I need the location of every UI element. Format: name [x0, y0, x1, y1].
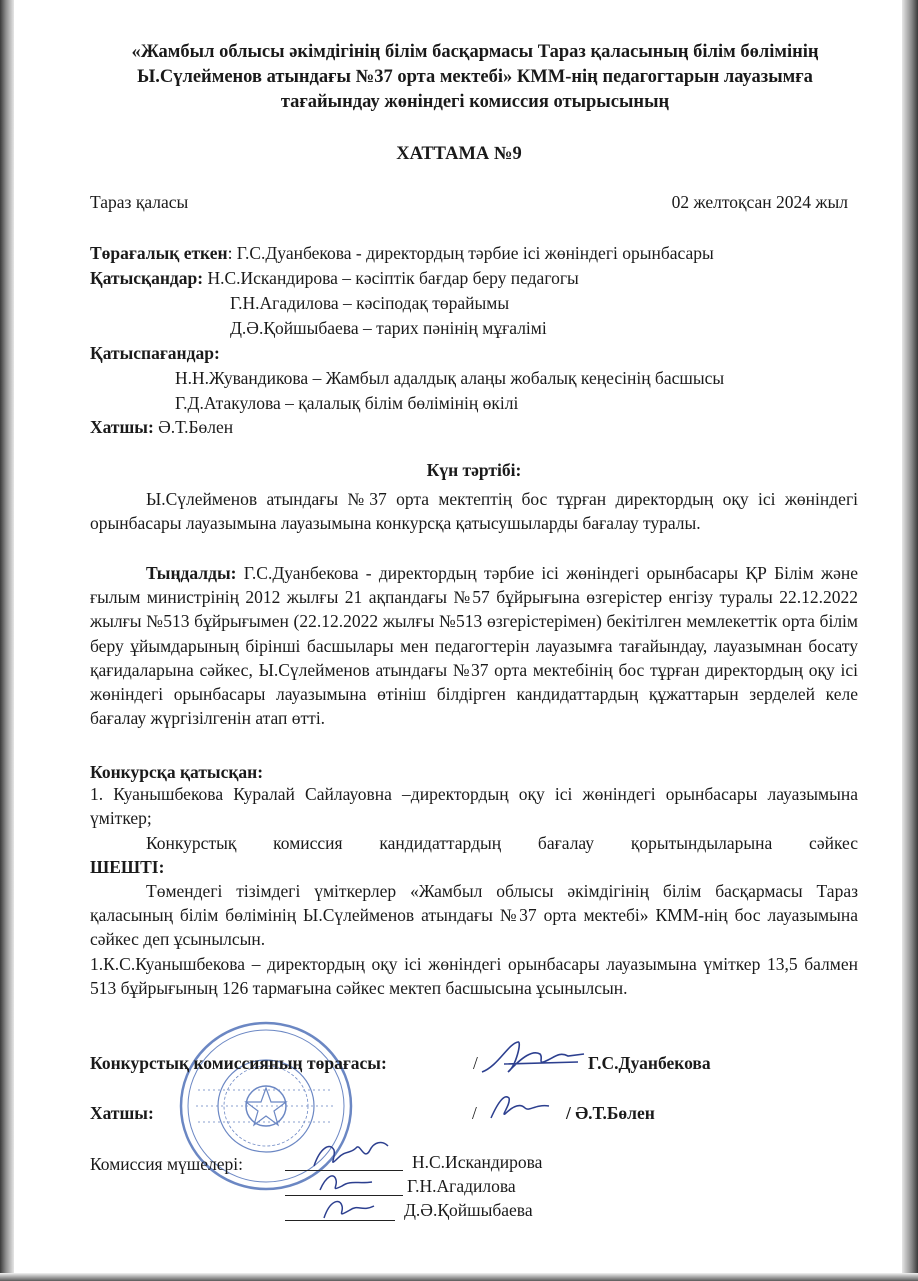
present-line [90, 266, 579, 290]
chair-value: : Г.С.Дуанбекова - директордың тәрбие ісі жөніндегі орынбасары [227, 243, 714, 263]
secretary-slash: / [472, 1103, 477, 1123]
secretary-signature [485, 1090, 555, 1126]
member-3-name: Д.Ә.Қойшыбаева [404, 1200, 533, 1220]
secretary-signature-label: Хатшы: [90, 1103, 154, 1123]
chair-label: Төрағалық еткен [90, 243, 228, 263]
present-label: Қатысқандар: [90, 268, 204, 288]
city: Тараз қаласы [90, 192, 189, 212]
agenda-heading: Күн тәртібі: [426, 460, 522, 480]
chair-slash: / [473, 1053, 478, 1073]
secretary-line [90, 415, 233, 439]
heard-label: Тыңдалды: [146, 563, 237, 583]
present-member-3: Д.Ә.Қойшыбаева – тарих пәнінің мұғалімі [230, 318, 547, 338]
competition-label: Конкурсқа қатысқан: [90, 762, 264, 782]
competition-item: 1. Куанышбекова Куралай Сайлауовна –директордың оқу ісі жөніндегі орынбасары лауазымына үміткер; [90, 784, 858, 829]
members-label: Комиссия мүшелері: [90, 1154, 244, 1174]
secretary-value: Ә.Т.Бөлен [153, 417, 234, 437]
date: 02 желтоқсан 2024 жыл [671, 192, 848, 212]
agenda-text: Ы.Сүлейменов атындағы №37 орта мектептің бос тұрған директордың оқу ісі жөніндегі орынбасары лауазымына лауазымына конкурсқа қатысушыларды бағалау туралы. [90, 489, 858, 534]
chair-signature-label: Конкурстық комиссияның төрағасы: [90, 1053, 387, 1073]
secretary-label: Хатшы: [90, 417, 154, 437]
absent-label: Қатыспағандар: [90, 343, 220, 363]
chair-line [90, 241, 714, 265]
member-1-name: Н.С.Искандирова [412, 1152, 543, 1172]
page-right-shadow [902, 0, 918, 1281]
decision-text: Төмендегі тізімдегі үміткерлер «Жамбыл облысы әкімдігінің білім басқармасы Тараз қаласының білім бөлімінің Ы.Сүлейменов атындағы №37 орта мектебі» КММ-нің бос лауазымына сәйкес деп ұсынылсын. [90, 881, 858, 950]
present-member-1: Н.С.Искандирова – кәсіптік бағдар беру педагогы [207, 268, 579, 288]
decided-label: ШЕШТІ: [90, 857, 165, 877]
chair-signature-name: Г.С.Дуанбекова [588, 1053, 711, 1073]
heard-paragraph [90, 561, 858, 730]
decision-item: 1.К.С.Куанышбекова – директордың оқу ісі жөніндегі орынбасары лауазымына үміткер 13,5 балмен 513 бұйрығының 126 тармағына сәйкес мектеп басшысына ұсынылсын. [90, 954, 858, 999]
absent-member-2: Г.Д.Атакулова – қалалық білім бөлімінің өкілі [175, 393, 519, 413]
page-bottom-shadow [0, 1273, 918, 1281]
member-signatures [300, 1128, 400, 1228]
member-2-name: Г.Н.Агадилова [407, 1176, 516, 1196]
absent-member-1: Н.Н.Жувандикова – Жамбыл адалдық алаңы жобалық кеңесінің басшысы [175, 368, 725, 388]
secretary-signature-name: / Ә.Т.Бөлен [566, 1103, 655, 1123]
page-left-shadow [0, 0, 14, 1281]
protocol-number: ХАТТАМА №9 [396, 144, 522, 164]
results-text: Конкурстық комиссия кандидаттардың бағалау қорытындыларына сәйкес [146, 833, 858, 853]
heard-text: Г.С.Дуанбекова - директордың тәрбие ісі жөніндегі орынбасары ҚР Білім және ғылым министрінің 2012 жылғы 21 ақпандағы №57 бұйрығына өзгерістер енгізу туралы 22.12.2022 жылғы №513 бұйрығымен (22.12.2022 жылғы №513 өзгерістерімен) бекітілген мемлекеттік орта білім беру ұйымдарының бірінші басшылары мен педагогтерін лауазымға тағайындау, лауазымнан босату қағидаларына сәйкес, Ы.Сүлейменов атындағы №37 орта мектебінің бос тұрған директордың оқу ісі жөніндегі орынбасары лауазымына өтініш білдірген кандидаттардың құжаттарын зерделей келе бағалау жүргізілгенін атап өтті. [90, 563, 858, 729]
document-title: «Жамбыл облысы әкімдігінің білім басқармасы Тараз қаласының білім бөлімінің Ы.Сүлейменов атындағы №37 орта мектебі» КММ-нің педагогтарын лауазымға тағайындау жөніндегі комиссия отырысының [131, 42, 819, 112]
chair-signature [478, 1036, 588, 1082]
present-member-2: Г.Н.Агадилова – кәсіподақ төрайымы [230, 293, 510, 313]
